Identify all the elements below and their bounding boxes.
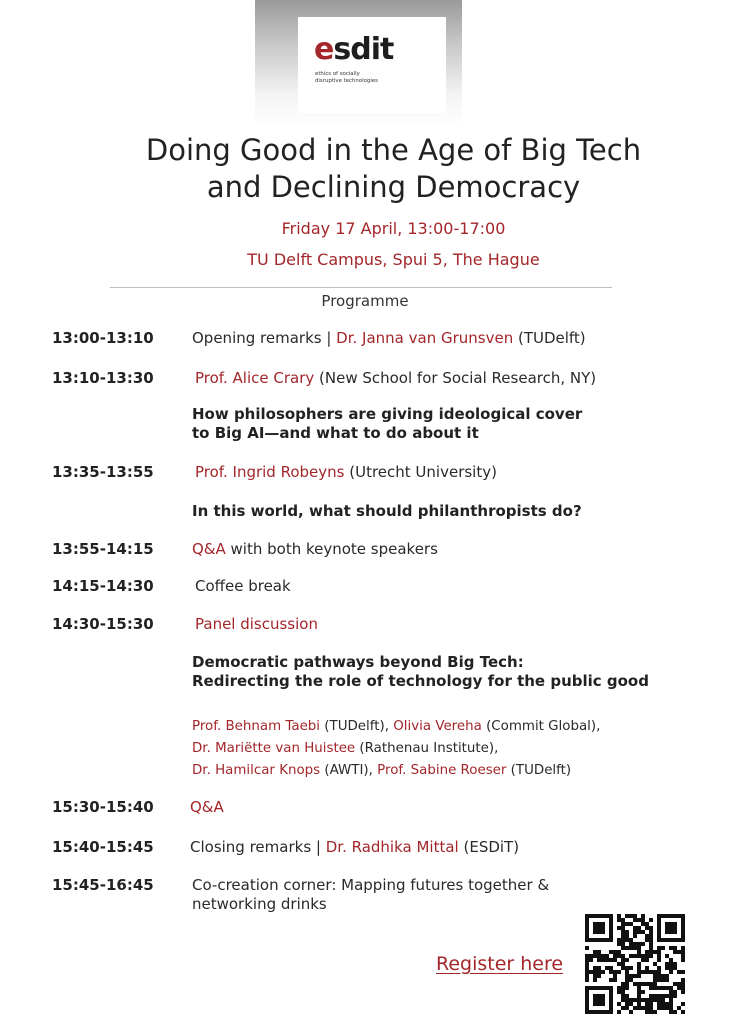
panelist-list: Prof. Behnam Taebi (TUDelft), Olivia Vereha (Commit Global), Dr. Mariëtte van Huistee (Rathenau Institute), Dr. Hamilcar Knops (AWTI), Prof. Sabine Roeser (TUDelft): [192, 719, 601, 778]
register-link[interactable]: Register here: [436, 953, 564, 975]
talk-title: Democratic pathways beyond Big Tech: Redirecting the role of technology for the public good: [192, 653, 649, 690]
schedule-item: Coffee break: [195, 577, 291, 595]
schedule-item: Q&A: [190, 798, 224, 816]
qr-code-icon[interactable]: [585, 914, 685, 1014]
divider: [110, 287, 612, 288]
schedule-time: 15:40-15:45: [52, 838, 154, 856]
event-title: Doing Good in the Age of Big Tech and Declining Democracy: [145, 133, 642, 204]
schedule-item: Q&A with both keynote speakers: [192, 540, 438, 558]
logo-tagline: ethics of socially disruptive technologies: [315, 71, 378, 84]
schedule-time: 14:30-15:30: [52, 615, 154, 633]
schedule-item: Panel discussion: [195, 615, 318, 633]
schedule-item: Prof. Ingrid Robeyns (Utrecht University): [195, 463, 497, 481]
talk-title: In this world, what should philanthropists do?: [192, 502, 582, 520]
schedule-time: 13:00-13:10: [52, 329, 154, 347]
logo-wordmark: esdit: [314, 32, 394, 67]
schedule-time: 14:15-14:30: [52, 577, 154, 595]
programme-heading: Programme: [321, 292, 409, 310]
schedule-time: 15:30-15:40: [52, 798, 154, 816]
event-date: Friday 17 April, 13:00-17:00: [281, 219, 506, 238]
talk-title: How philosophers are giving ideological cover to Big AI—and what to do about it: [192, 405, 583, 442]
schedule-item: Prof. Alice Crary (New School for Social Research, NY): [195, 369, 597, 387]
event-venue: TU Delft Campus, Spui 5, The Hague: [247, 250, 540, 269]
esdit-logo: [298, 17, 446, 113]
schedule-item: Opening remarks | Dr. Janna van Grunsven (TUDelft): [192, 329, 586, 347]
schedule-time: 13:10-13:30: [52, 369, 154, 387]
schedule-time: 15:45-16:45: [52, 876, 154, 894]
schedule-item: Co-creation corner: Mapping futures together & networking drinks: [192, 876, 550, 913]
schedule-item: Closing remarks | Dr. Radhika Mittal (ESDiT): [190, 838, 520, 856]
schedule-time: 13:35-13:55: [52, 463, 154, 481]
schedule-time: 13:55-14:15: [52, 540, 154, 558]
